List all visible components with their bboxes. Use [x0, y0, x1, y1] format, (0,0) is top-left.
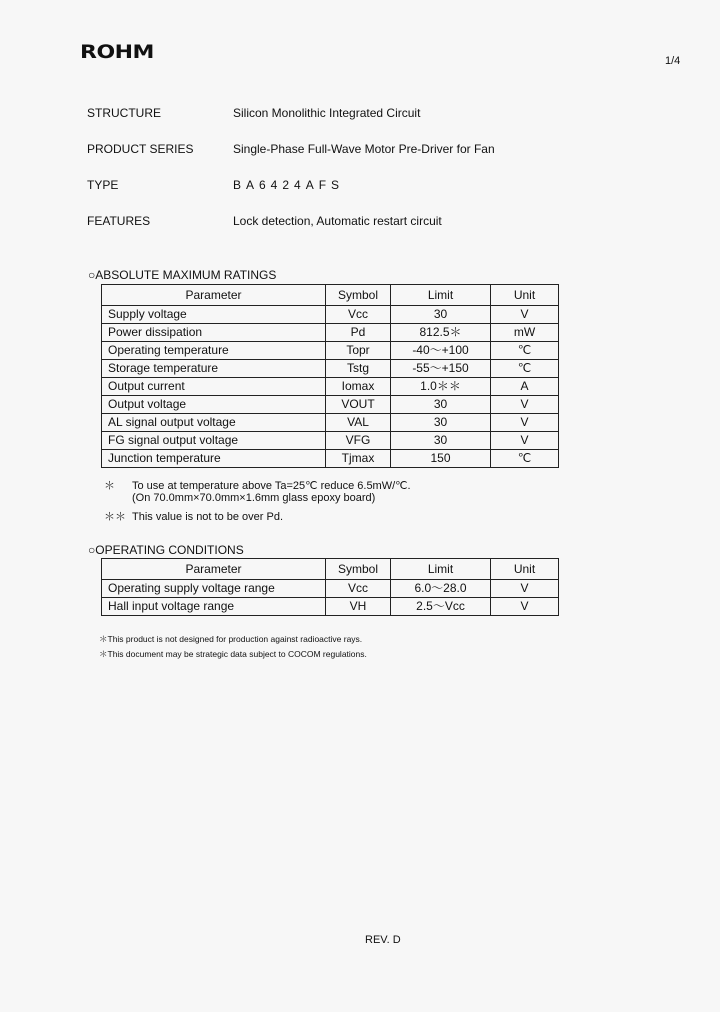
op-cond-table [101, 558, 559, 616]
cell-symbol: Tjmax [326, 450, 391, 468]
cell-limit: 30 [391, 432, 491, 450]
cell-symbol: Iomax [326, 378, 391, 396]
cell-parameter: Hall input voltage range [102, 598, 326, 616]
cell-unit: V [491, 414, 559, 432]
spec-label: TYPE [87, 178, 119, 192]
cell-unit: V [491, 598, 559, 616]
col-header-parameter: Parameter [102, 285, 326, 306]
page-number: 1/4 [665, 55, 681, 67]
col-header-limit: Limit [391, 559, 491, 580]
table-row [102, 450, 559, 468]
cell-symbol: Vcc [326, 306, 391, 324]
table-row [102, 414, 559, 432]
footnote-radiation: ＊This product is not designed for production against radioactive rays. [99, 634, 363, 644]
cell-limit: 812.5＊ [391, 324, 491, 342]
cell-unit: A [491, 378, 559, 396]
table-row [102, 580, 559, 598]
table-row [102, 396, 559, 414]
spec-label: STRUCTURE [87, 106, 161, 120]
col-header-limit: Limit [391, 285, 491, 306]
col-header-unit: Unit [491, 559, 559, 580]
cell-parameter: Output voltage [102, 396, 326, 414]
spec-value: BA6424AFS [233, 178, 345, 192]
note-3 [104, 508, 283, 524]
col-header-unit: Unit [491, 285, 559, 306]
cell-unit: ℃ [491, 342, 559, 360]
cell-limit: 6.0～28.0 [391, 580, 491, 598]
table-header-row [102, 285, 559, 306]
col-header-symbol: Symbol [326, 285, 391, 306]
cell-parameter: Operating supply voltage range [102, 580, 326, 598]
cell-parameter: Operating temperature [102, 342, 326, 360]
abs-max-table [101, 284, 559, 468]
rohm-logo: ROHM [80, 42, 154, 64]
cell-limit: 30 [391, 414, 491, 432]
cell-symbol: VAL [326, 414, 391, 432]
cell-unit: V [491, 306, 559, 324]
table-row [102, 432, 559, 450]
table-row [102, 360, 559, 378]
note-2 [104, 492, 375, 504]
cell-parameter: Supply voltage [102, 306, 326, 324]
revision-label: REV. D [365, 934, 401, 946]
cell-parameter: Junction temperature [102, 450, 326, 468]
cell-limit: 30 [391, 306, 491, 324]
cell-limit: -55～+150 [391, 360, 491, 378]
cell-unit: ℃ [491, 360, 559, 378]
abs-max-title: ○ABSOLUTE MAXIMUM RATINGS [88, 268, 277, 282]
cell-unit: V [491, 396, 559, 414]
col-header-parameter: Parameter [102, 559, 326, 580]
footnote-cocom: ＊This document may be strategic data subject to COCOM regulations. [99, 649, 367, 659]
cell-parameter: FG signal output voltage [102, 432, 326, 450]
cell-parameter: Storage temperature [102, 360, 326, 378]
table-row [102, 342, 559, 360]
cell-limit: 150 [391, 450, 491, 468]
cell-limit: -40～+100 [391, 342, 491, 360]
spec-value: Silicon Monolithic Integrated Circuit [233, 106, 421, 120]
note-text: This value is not to be over Pd. [132, 511, 284, 523]
note-text: (On 70.0mm×70.0mm×1.6mm glass epoxy board) [132, 492, 376, 504]
cell-parameter: Output current [102, 378, 326, 396]
table-row [102, 324, 559, 342]
cell-limit: 30 [391, 396, 491, 414]
col-header-symbol: Symbol [326, 559, 391, 580]
cell-symbol: VH [326, 598, 391, 616]
note-text: To use at temperature above Ta=25℃ reduce 6.5mW/℃. [132, 480, 411, 492]
cell-limit: 2.5～Vcc [391, 598, 491, 616]
cell-symbol: Pd [326, 324, 391, 342]
cell-unit: ℃ [491, 450, 559, 468]
cell-symbol: Vcc [326, 580, 391, 598]
cell-symbol: Topr [326, 342, 391, 360]
note-mark: ＊ [104, 480, 115, 492]
table-row [102, 378, 559, 396]
cell-parameter: AL signal output voltage [102, 414, 326, 432]
cell-symbol: VOUT [326, 396, 391, 414]
table-header-row [102, 559, 559, 580]
spec-label: PRODUCT SERIES [87, 142, 194, 156]
cell-symbol: Tstg [326, 360, 391, 378]
cell-unit: mW [491, 324, 559, 342]
cell-unit: V [491, 432, 559, 450]
note-1 [104, 477, 411, 493]
cell-symbol: VFG [326, 432, 391, 450]
cell-limit: 1.0＊＊ [391, 378, 491, 396]
cell-parameter: Power dissipation [102, 324, 326, 342]
table-row [102, 306, 559, 324]
note-mark: ＊＊ [104, 511, 126, 523]
spec-value: Single-Phase Full-Wave Motor Pre-Driver for Fan [233, 142, 495, 156]
table-row [102, 598, 559, 616]
cell-unit: V [491, 580, 559, 598]
spec-value: Lock detection, Automatic restart circuit [233, 214, 442, 228]
spec-label: FEATURES [87, 214, 151, 228]
op-cond-title: ○OPERATING CONDITIONS [88, 543, 244, 557]
